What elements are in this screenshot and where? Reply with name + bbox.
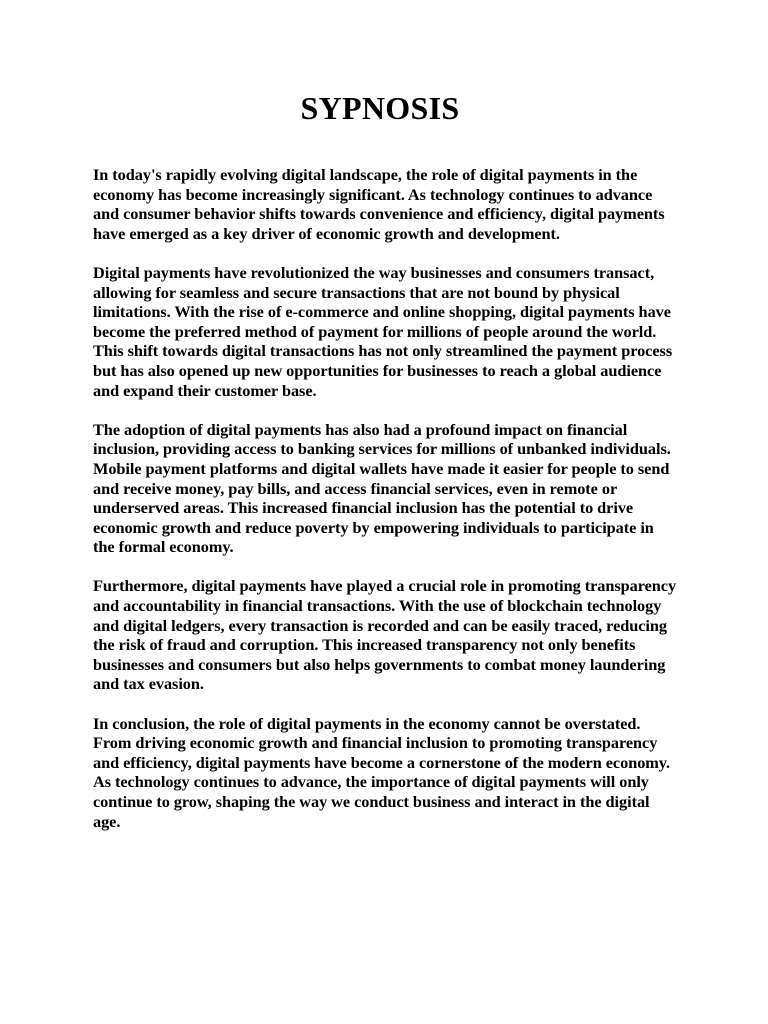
paragraph-financial-inclusion: The adoption of digital payments has also had a profound impact on financial inclusion, providing access to banking services for millions of unbanked individuals. Mobile payment platforms and digital wallets have made it easier for people to send and receive money, pay bills, and access financial services, even in remote or underserved areas. This increased financial inclusion has the potential to drive economic growth and reduce poverty by empowering individuals to participate in the formal economy. xyxy=(93,419,671,557)
paragraph-introduction: In today's rapidly evolving digital landscape, the role of digital payments in the economy has become increasingly significant. As technology continues to advance and consumer behavior shifts towards convenience and efficiency, digital payments have emerged as a key driver of economic growth and development. xyxy=(93,165,665,243)
page-title: SYPNOSIS xyxy=(300,90,460,126)
paragraph-revolution: Digital payments have revolutionized the way businesses and consumers transact, allowing for seamless and secure transactions that are not bound by physical limitations. With the rise of e-commerce and online shopping, digital payments have become the preferred method of payment for millions of people around the world. This shift towards digital transactions has not only streamlined the payment process but has also opened up new opportunities for businesses to reach a global audience and expand their customer base. xyxy=(93,262,673,400)
paragraph-conclusion: In conclusion, the role of digital payments in the economy cannot be overstated. From driving economic growth and financial inclusion to promoting transparency and efficiency, digital payments have become a cornerstone of the modern economy. As technology continues to advance, the importance of digital payments will only continue to grow, shaping the way we conduct business and interact in the digital age. xyxy=(93,713,671,831)
document-body xyxy=(93,165,677,851)
paragraph-transparency: Furthermore, digital payments have played a crucial role in promoting transparency and accountability in financial transactions. With the use of blockchain technology and digital ledgers, every transaction is recorded and can be easily traced, reducing the risk of fraud and corruption. This increased transparency not only benefits businesses and consumers but also helps governments to combat money laundering and tax evasion. xyxy=(93,576,677,694)
